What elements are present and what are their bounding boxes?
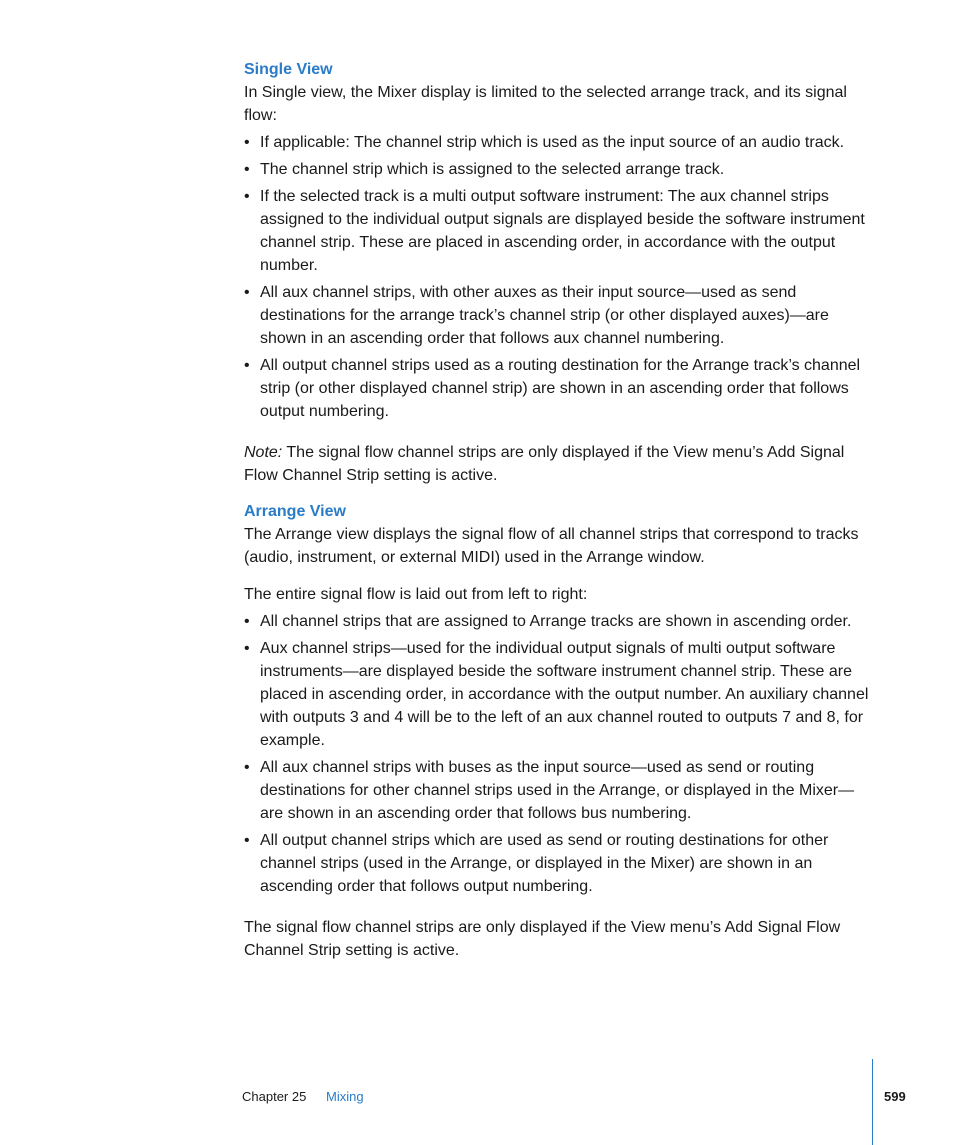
list-item: • All aux channel strips, with other auxes as their input source—used as send destinations for the arrange track’s channel strip (or other displayed auxes)—are shown in an ascending order that follows aux channel numbering.	[244, 281, 874, 350]
list-item: • All output channel strips which are used as send or routing destinations for other channel strips (used in the Arrange, or displayed in the Mixer) are shown in an ascending order that follows output numbering.	[244, 829, 874, 898]
section-heading-arrange-view: Arrange View	[244, 503, 346, 520]
list-item: • All output channel strips used as a routing destination for the Arrange track’s channel strip (or other displayed channel strip) are shown in an ascending order that follows output numbering.	[244, 354, 874, 423]
section-heading-single-view: Single View	[244, 61, 333, 78]
arrange-closing: The signal flow channel strips are only displayed if the View menu’s Add Signal Flow Channel Strip setting is active.	[244, 919, 841, 959]
footer-divider	[872, 1059, 873, 1145]
single-view-list	[244, 131, 874, 423]
footer-chapter: Chapter 25	[242, 1089, 307, 1104]
list-item: • All aux channel strips with buses as the input source—used as send or routing destinations for other channel strips used in the Arrange, or displayed in the Mixer—are shown in an ascending order that follows bus numbering.	[244, 756, 874, 825]
single-view-intro: In Single view, the Mixer display is limited to the selected arrange track, and its signal flow:	[244, 84, 847, 124]
list-item: • All channel strips that are assigned to Arrange tracks are shown in ascending order.	[244, 610, 874, 633]
arrange-view-intro: The Arrange view displays the signal flow of all channel strips that correspond to tracks (audio, instrument, or external MIDI) used in the Arrange window.	[244, 526, 859, 566]
footer-section-link[interactable]: Mixing	[326, 1089, 364, 1104]
list-item: • Aux channel strips—used for the individual output signals of multi output software instruments—are displayed beside the software instrument channel strip. These are placed in ascending order, in accordance with the output number. An auxiliary channel with outputs 3 and 4 will be to the left of an aux channel routed to outputs 7 and 8, for example.	[244, 637, 874, 752]
arrange-view-list	[244, 610, 874, 898]
note-label: Note:	[244, 444, 283, 461]
list-item: • If applicable: The channel strip which is used as the input source of an audio track.	[244, 131, 874, 154]
note-text: The signal flow channel strips are only displayed if the View menu’s Add Signal Flow Channel Strip setting is active.	[244, 444, 845, 484]
page-number: 599	[884, 1089, 906, 1104]
arrange-flow-intro: The entire signal flow is laid out from left to right:	[244, 586, 588, 603]
list-item: • The channel strip which is assigned to the selected arrange track.	[244, 158, 874, 181]
note-paragraph	[244, 441, 874, 487]
page-footer	[0, 1087, 954, 1145]
list-item: • If the selected track is a multi output software instrument: The aux channel strips assigned to the individual output signals are displayed beside the software instrument channel strip. These are placed in ascending order, in accordance with the output number.	[244, 185, 874, 277]
page-content	[244, 59, 874, 962]
